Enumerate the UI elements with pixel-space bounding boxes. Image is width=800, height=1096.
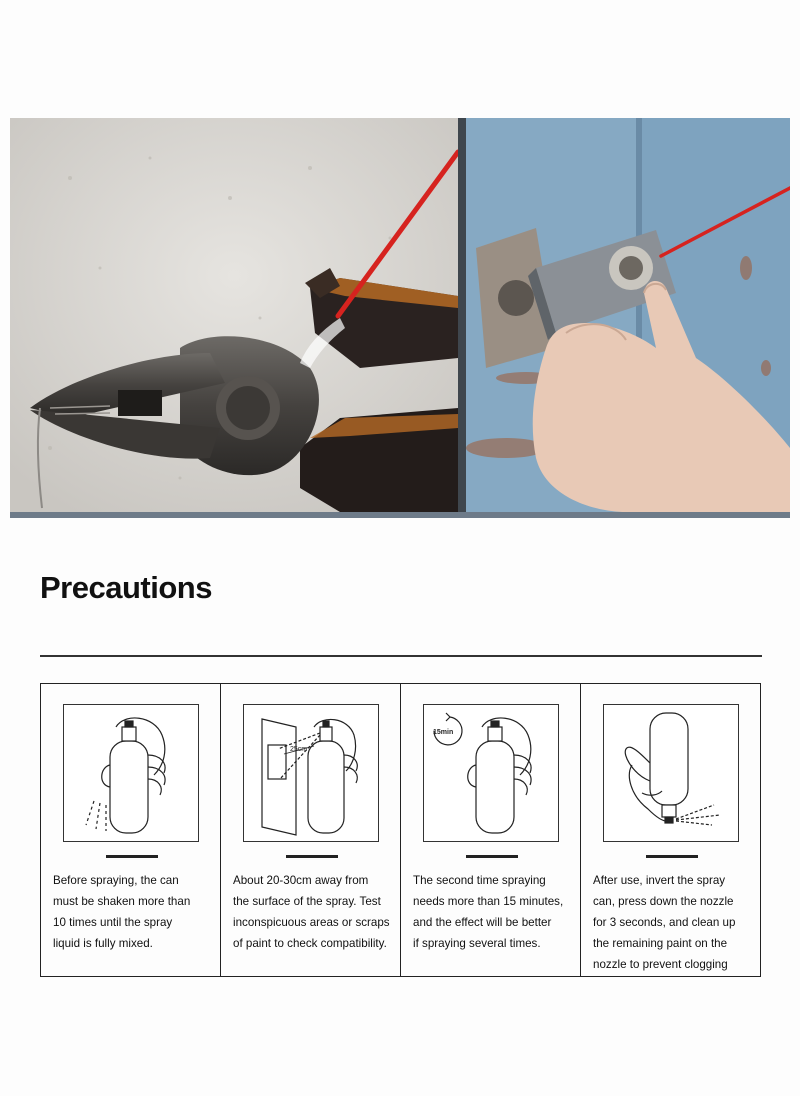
step-2-line-3: inconspicuous areas or scraps — [233, 916, 390, 929]
step-4-line-1: After use, invert the spray — [593, 874, 726, 887]
step-1-bar — [106, 855, 158, 858]
step-3-line-1: The second time spraying — [413, 874, 546, 887]
step-2-line-4: of paint to check compatibility. — [233, 937, 387, 950]
hand-spraying-hinge-icon — [466, 118, 790, 512]
step-3-figure — [423, 704, 559, 842]
step-3-line-2: needs more than 15 minutes, — [413, 895, 564, 908]
step-3 — [401, 684, 581, 976]
step-1-figure — [63, 704, 199, 842]
step-1-line-3: 10 times until the spray — [53, 916, 173, 929]
step-1-line-1: Before spraying, the can — [53, 874, 179, 887]
photo-divider — [458, 118, 466, 512]
step-2-text — [233, 870, 393, 954]
step-4-text — [593, 870, 753, 975]
step-4-figure — [603, 704, 739, 842]
pliers-photo — [10, 118, 458, 512]
pliers-with-spray-straw-icon — [10, 118, 458, 512]
product-photo-banner — [10, 118, 790, 518]
step-4 — [581, 684, 760, 976]
step-1-text — [53, 870, 213, 954]
step-1-line-2: must be shaken more than — [53, 895, 191, 908]
inverted-spray-can-icon — [604, 705, 738, 841]
step-4-line-4: the remaining paint on the — [593, 937, 728, 950]
section-title: Precautions — [40, 570, 212, 605]
step-2-line-1: About 20-30cm away from — [233, 874, 369, 887]
step-2 — [221, 684, 401, 976]
step-3-line-3: and the effect will be better — [413, 916, 552, 929]
step-2-line-2: the surface of the spray. Test — [233, 895, 381, 908]
shaking-spray-can-icon — [64, 705, 198, 841]
step-3-bar — [466, 855, 518, 858]
hinge-photo — [466, 118, 790, 512]
step-1 — [41, 684, 221, 976]
precaution-steps — [40, 683, 761, 977]
banner-bottom-edge — [10, 512, 790, 518]
step-3-line-4: if spraying several times. — [413, 937, 541, 950]
section-divider — [40, 655, 762, 657]
wait-timer-spray-icon — [424, 705, 558, 841]
step-4-line-5: nozzle to prevent clogging — [593, 958, 728, 971]
spray-distance-icon — [244, 705, 378, 841]
step-2-figure — [243, 704, 379, 842]
distance-label: 25cm — [290, 746, 308, 753]
step-4-bar — [646, 855, 698, 858]
step-3-text — [413, 870, 573, 954]
step-4-line-2: can, press down the nozzle — [593, 895, 734, 908]
timer-label: 15min — [433, 729, 454, 736]
step-4-line-3: for 3 seconds, and clean up — [593, 916, 736, 929]
step-1-line-4: liquid is fully mixed. — [53, 937, 153, 950]
step-2-bar — [286, 855, 338, 858]
